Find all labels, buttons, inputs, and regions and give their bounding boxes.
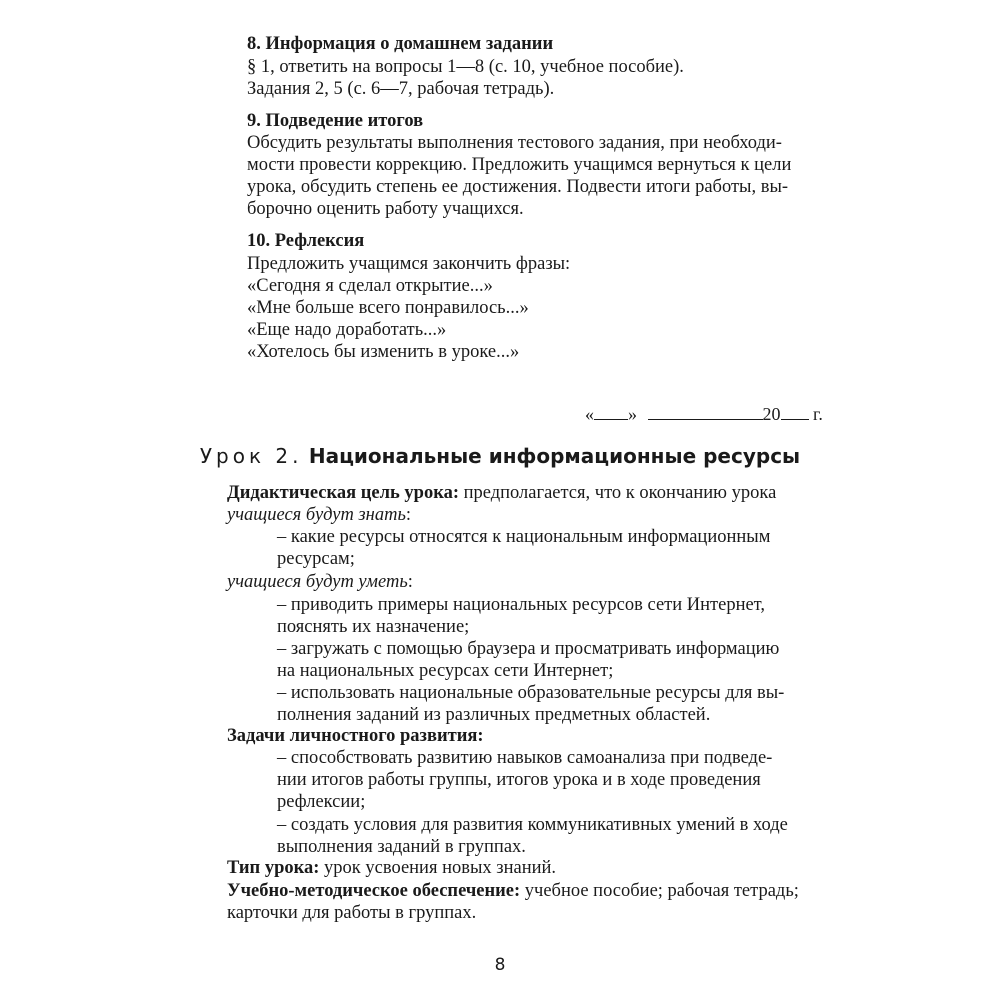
didactic-goal <box>227 482 776 504</box>
personal-item: выполнения заданий в группах. <box>277 837 526 857</box>
can-item: – использовать национальные образовательные ресурсы для вы- <box>277 683 785 703</box>
know-item: – какие ресурсы относятся к национальным информационным <box>277 527 771 547</box>
section-9-line: Обсудить результаты выполнения тестового задания, при необходи- <box>247 133 782 153</box>
date-year-prefix: 20 <box>762 404 781 424</box>
section-8-heading: 8. Информация о домашнем задании <box>247 34 554 54</box>
section-10-line: «Мне больше всего понравилось...» <box>247 298 529 318</box>
date-open-quote: « <box>585 404 594 424</box>
support-text-2: карточки для работы в группах. <box>227 903 477 923</box>
can-item: пояснять их назначение; <box>277 617 470 637</box>
section-10-line: Предложить учащимся закончить фразы: <box>247 254 571 274</box>
support <box>227 880 799 902</box>
lesson-type-text: урок усвоения новых знаний. <box>319 858 557 878</box>
can-item: – загружать с помощью браузера и просматривать информацию <box>277 639 780 659</box>
personal-item: рефлексии; <box>277 792 366 812</box>
support-label: Учебно-методическое обеспечение: <box>227 881 521 901</box>
section-9-line: борочно оценить работу учащихся. <box>247 199 524 219</box>
section-10-line: «Сегодня я сделал открытие...» <box>247 276 493 296</box>
can-item: – приводить примеры национальных ресурсов сети Интернет, <box>277 595 766 615</box>
personal-item: – создать условия для развития коммуникативных умений в ходе <box>277 815 788 835</box>
date-day-blank <box>594 405 628 420</box>
section-9-line: урока, обсудить степень ее достижения. Подвести итоги работы, вы- <box>247 177 789 197</box>
section-8-line: Задания 2, 5 (с. 6—7, рабочая тетрадь). <box>247 79 555 99</box>
can-item: полнения заданий из различных предметных областей. <box>277 705 711 725</box>
section-10-line: «Еще надо доработать...» <box>247 320 447 340</box>
personal-label: Задачи личностного развития: <box>227 726 484 746</box>
lesson-prefix: Урок 2. <box>199 444 303 468</box>
can-item: на национальных ресурсах сети Интернет; <box>277 661 614 681</box>
personal-item: нии итогов работы группы, итогов урока и в ходе проведения <box>277 770 761 790</box>
date-close-quote: » <box>628 404 637 424</box>
can-label-line: учащиеся будут уметь: <box>227 572 413 592</box>
section-10-heading: 10. Рефлексия <box>247 231 365 251</box>
date-year-blank <box>781 405 809 420</box>
section-8-line: § 1, ответить на вопросы 1—8 (с. 10, учебное пособие). <box>247 57 684 77</box>
know-item: ресурсам; <box>277 549 355 569</box>
didactic-label: Дидактическая цель урока: <box>227 483 459 503</box>
support-text: учебное пособие; рабочая тетрадь; <box>520 881 799 901</box>
date-year-suffix: г. <box>813 404 823 424</box>
lesson-title <box>0 444 1000 468</box>
lesson-type-label: Тип урока: <box>227 858 320 878</box>
didactic-text: предполагается, что к окончанию урока <box>458 483 777 503</box>
date-line <box>585 404 823 425</box>
personal-item: – способствовать развитию навыков самоанализа при подведе- <box>277 748 773 768</box>
section-10-line: «Хотелось бы изменить в уроке...» <box>247 342 520 362</box>
lesson-name: Национальные информационные ресурсы <box>308 444 801 468</box>
page-number: 8 <box>494 955 506 975</box>
date-month-blank <box>648 405 763 420</box>
can-label: учащиеся будут уметь <box>227 572 408 592</box>
lesson-type <box>227 857 556 879</box>
section-9-line: мости провести коррекцию. Предложить учащимся вернуться к цели <box>247 155 792 175</box>
section-9-heading: 9. Подведение итогов <box>247 111 424 131</box>
know-label-line: учащиеся будут знать: <box>227 505 411 525</box>
know-label: учащиеся будут знать <box>227 505 406 525</box>
